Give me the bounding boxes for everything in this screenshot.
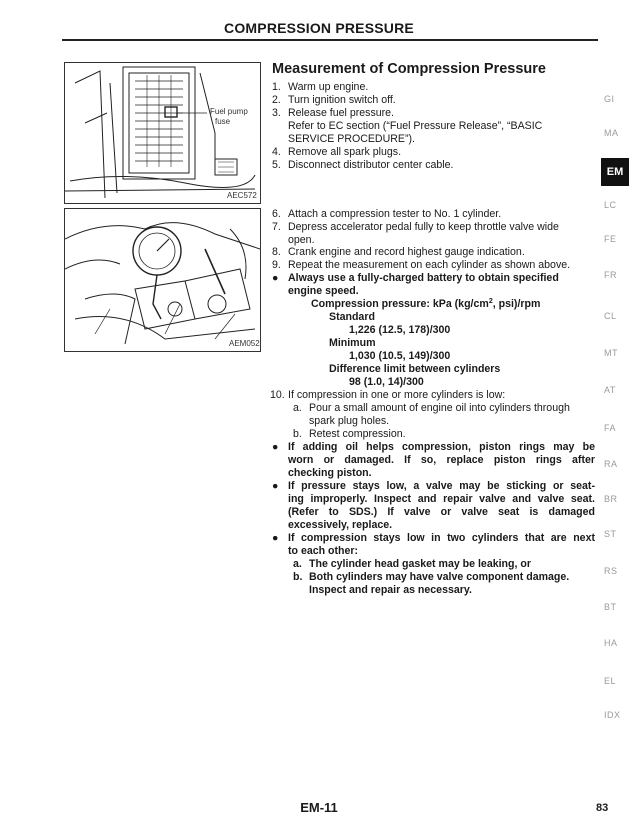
side-index-fr[interactable]: FR: [604, 270, 617, 280]
side-index-cl[interactable]: CL: [604, 311, 617, 321]
note-text: If compression stays low in two cylinders that are next: [288, 532, 595, 544]
side-index-at[interactable]: AT: [604, 385, 616, 395]
substep-text: Pour a small amount of engine oil into cylinders through: [309, 402, 570, 414]
spec-minimum-label: Minimum: [329, 337, 376, 349]
step-number: 3.: [272, 107, 281, 119]
side-index-rs[interactable]: RS: [604, 566, 618, 576]
note-text: If pressure stays low, a valve may be sticking or seat-: [288, 480, 595, 492]
bullet: ●: [272, 532, 279, 544]
step-text: Refer to EC section (“Fuel Pressure Release”, “BASIC: [288, 120, 543, 132]
spec-minimum-value: 1,030 (10.5, 149)/300: [349, 350, 451, 362]
side-index-br[interactable]: BR: [604, 494, 618, 504]
step-number: 6.: [272, 208, 281, 220]
note-text: Both cylinders may have valve component damage.: [309, 571, 570, 583]
note-text: engine speed.: [288, 285, 359, 297]
spec-standard-label: Standard: [329, 311, 375, 323]
note-text: Inspect and repair as necessary.: [309, 584, 472, 596]
callout-fuse: fuse: [215, 117, 231, 126]
step-text: Depress accelerator pedal fully to keep throttle valve wide: [288, 221, 559, 233]
note-text: to each other:: [288, 545, 359, 557]
substep-label: b.: [293, 571, 303, 583]
side-index-bt[interactable]: BT: [604, 602, 617, 612]
step-text: Warm up engine.: [288, 81, 369, 93]
note-text: worn or damaged. If so, replace piston rings after: [288, 454, 595, 466]
bullet: ●: [272, 480, 279, 492]
callout-fuel-pump: Fuel pump: [210, 107, 248, 116]
step-text: Disconnect distributor center cable.: [288, 159, 454, 171]
note-text: ing improperly. Inspect and repair valve and valve seat.: [288, 493, 595, 505]
step-text: Repeat the measurement on each cylinder as shown above.: [288, 259, 571, 271]
substep-label: a.: [293, 558, 302, 570]
spec-standard-value: 1,226 (12.5, 178)/300: [349, 324, 451, 336]
side-index-el[interactable]: EL: [604, 676, 617, 686]
step-number: 8.: [272, 246, 281, 258]
section-title: Measurement of Compression Pressure: [272, 61, 546, 77]
step-number: 2.: [272, 94, 281, 106]
note-text: excessively, replace.: [288, 519, 393, 531]
substep-text: Retest compression.: [309, 428, 406, 440]
spec-heading: Compression pressure: kPa ($kg/cm^2$, psi)/rpm: [311, 298, 541, 310]
figure-fuel-pump-fuse: [64, 62, 261, 204]
bullet: ●: [272, 441, 279, 453]
spec-diff-value: 98 (1.0, 14)/300: [349, 376, 424, 388]
figure-caption: AEM052: [229, 339, 260, 348]
spec-diff-label: Difference limit between cylinders: [329, 363, 501, 375]
compression-tester-illustration: [65, 209, 260, 351]
step-text: Release fuel pressure.: [288, 107, 394, 119]
step-number: 9.: [272, 259, 281, 271]
substep-label: b.: [293, 428, 302, 440]
step-number: 5.: [272, 159, 281, 171]
step-text: Attach a compression tester to No. 1 cylinder.: [288, 208, 502, 220]
side-index-gi[interactable]: GI: [604, 94, 615, 104]
side-index-ha[interactable]: HA: [604, 638, 618, 648]
note-text: If adding oil helps compression, piston rings may be: [288, 441, 595, 453]
header-rule: [62, 39, 598, 41]
step-text: SERVICE PROCEDURE”).: [288, 133, 415, 145]
side-index-st[interactable]: ST: [604, 529, 617, 539]
note-text: The cylinder head gasket may be leaking, or: [309, 558, 531, 570]
side-index-em-active[interactable]: EM: [601, 158, 629, 186]
note-text: checking piston.: [288, 467, 372, 479]
step-text: If compression in one or more cylinders is low:: [288, 389, 506, 401]
step-number: 1.: [272, 81, 281, 93]
note-text: Always use a fully-charged battery to obtain specified: [288, 272, 559, 284]
fuse-box-illustration: [65, 63, 260, 203]
side-index-idx[interactable]: IDX: [604, 710, 621, 720]
substep-label: a.: [293, 402, 302, 414]
side-index-lc[interactable]: LC: [604, 200, 617, 210]
page-number: 83: [596, 802, 609, 814]
side-index-mt[interactable]: MT: [604, 348, 618, 358]
side-index-fe[interactable]: FE: [604, 234, 617, 244]
side-index-ma[interactable]: MA: [604, 128, 619, 138]
note-text: (Refer to SDS.) If valve or valve seat is damaged: [288, 506, 595, 518]
step-text: open.: [288, 234, 315, 246]
side-index-fa[interactable]: FA: [604, 423, 617, 433]
page-code: EM-11: [300, 800, 338, 815]
figure-compression-tester: [64, 208, 261, 352]
bullet: ●: [272, 272, 279, 284]
step-number: 7.: [272, 221, 281, 233]
step-text: Crank engine and record highest gauge indication.: [288, 246, 525, 258]
step-text: Turn ignition switch off.: [288, 94, 396, 106]
side-index-ra[interactable]: RA: [604, 459, 618, 469]
figure-caption: AEC572: [227, 191, 257, 200]
page-title: COMPRESSION PRESSURE: [224, 20, 414, 36]
step-text: Remove all spark plugs.: [288, 146, 402, 158]
substep-text: spark plug holes.: [309, 415, 390, 427]
step-number: 4.: [272, 146, 281, 158]
step-number: 10.: [270, 389, 285, 401]
